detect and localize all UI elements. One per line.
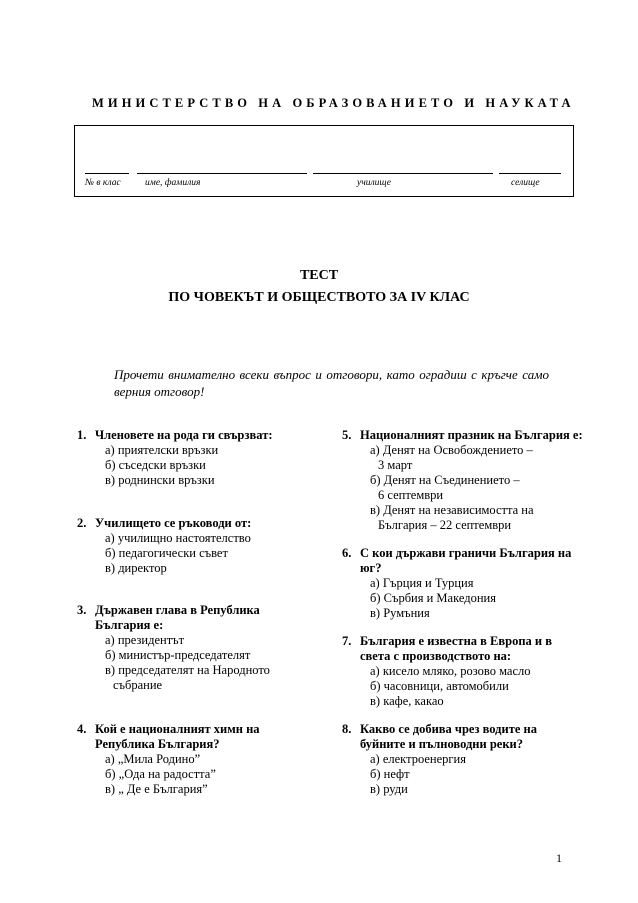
question-text: България е известна в Европа и в <box>360 634 552 648</box>
school-blank[interactable] <box>313 173 493 174</box>
question-text: буйните и пълноводни реки? <box>360 737 523 751</box>
question-text: Кой е националният химн на <box>95 722 260 736</box>
question-number: 5. <box>342 428 352 442</box>
question-1 <box>77 428 273 488</box>
answer-option-в[interactable]: в) директор <box>105 561 167 575</box>
answer-option-а[interactable]: а) училищно настоятелство <box>105 531 251 545</box>
answer-option-а[interactable]: 3 март <box>378 458 413 472</box>
answer-option-в[interactable]: в) „ Де е България” <box>105 782 208 796</box>
question-5 <box>342 428 583 533</box>
answer-option-б[interactable]: б) „Ода на радостта” <box>105 767 216 781</box>
answer-option-в[interactable]: в) председателят на Народното <box>105 663 270 677</box>
question-2 <box>77 516 251 576</box>
answer-option-в[interactable]: в) Румъния <box>370 606 430 620</box>
test-subtitle: ПО ЧОВЕКЪТ И ОБЩЕСТВОТО ЗА IV КЛАС <box>168 290 470 305</box>
student-info-box <box>74 125 574 197</box>
answer-option-а[interactable]: а) „Мила Родино” <box>105 752 201 766</box>
class-number-label: № в клас <box>85 178 121 188</box>
answer-option-б[interactable]: б) педагогически съвет <box>105 546 228 560</box>
question-number: 6. <box>342 546 352 560</box>
answer-option-в[interactable]: събрание <box>113 678 163 692</box>
question-number: 4. <box>77 722 87 736</box>
question-text: Република България? <box>95 737 220 751</box>
answer-option-б[interactable]: б) нефт <box>370 767 410 781</box>
question-number: 7. <box>342 634 352 648</box>
answer-option-б[interactable]: б) Денят на Съединението – <box>370 473 520 487</box>
answer-option-в[interactable]: в) руди <box>370 782 408 796</box>
answer-option-а[interactable]: а) приятелски връзки <box>105 443 219 457</box>
question-number: 2. <box>77 516 87 530</box>
question-8 <box>342 722 537 797</box>
question-number: 3. <box>77 603 87 617</box>
instruction-text: Прочети внимателно всеки въпрос и отговори, като оградиш с кръгче само верния отговор! <box>114 367 549 399</box>
question-text: България е: <box>95 618 164 632</box>
name-blank[interactable] <box>137 173 307 174</box>
answer-option-а[interactable]: а) кисело мляко, розово масло <box>370 664 531 678</box>
question-3 <box>77 603 270 693</box>
question-number: 8. <box>342 722 352 736</box>
question-text: юг? <box>360 561 382 575</box>
answer-option-в[interactable]: в) Денят на независимостта на <box>370 503 534 517</box>
answer-option-б[interactable]: 6 септември <box>378 488 444 502</box>
answer-option-в[interactable]: в) кафе, какао <box>370 694 444 708</box>
answer-option-а[interactable]: а) Гърция и Турция <box>370 576 474 590</box>
answer-option-а[interactable]: а) електроенергия <box>370 752 466 766</box>
answer-option-в[interactable]: в) роднински връзки <box>105 473 215 487</box>
test-title: ТЕСТ <box>299 268 339 283</box>
question-text: Държавен глава в Република <box>95 603 260 617</box>
answer-option-б[interactable]: б) Сърбия и Македония <box>370 591 496 605</box>
town-label: селище <box>511 178 540 188</box>
question-6 <box>342 546 571 621</box>
question-text: С кои държави граничи България на <box>360 546 572 560</box>
question-4 <box>77 722 260 797</box>
answer-option-а[interactable]: а) Денят на Освобождението – <box>370 443 533 457</box>
school-label: училище <box>357 178 392 188</box>
question-text: Какво се добива чрез водите на <box>360 722 537 736</box>
answer-option-в[interactable]: България – 22 септември <box>378 518 512 532</box>
question-text: Националният празник на България е: <box>360 428 583 442</box>
question-7 <box>342 634 552 709</box>
name-label: име, фамилия <box>145 178 201 188</box>
question-text: света с производството на: <box>360 649 512 663</box>
question-text: Членовете на рода ги свързват: <box>95 428 273 442</box>
question-text: Училището се ръководи от: <box>95 516 252 530</box>
answer-option-б[interactable]: б) съседски връзки <box>105 458 206 472</box>
answer-option-б[interactable]: б) министър-председателят <box>105 648 251 662</box>
town-blank[interactable] <box>499 173 561 174</box>
answer-option-а[interactable]: а) президентът <box>105 633 185 647</box>
answer-option-б[interactable]: б) часовници, автомобили <box>370 679 509 693</box>
ministry-header: МИНИСТЕРСТВО НА ОБРАЗОВАНИЕТО И НАУКАТА <box>92 96 575 110</box>
page-number: 1 <box>556 851 562 865</box>
question-number: 1. <box>77 428 87 442</box>
class-number-blank[interactable] <box>85 173 129 174</box>
